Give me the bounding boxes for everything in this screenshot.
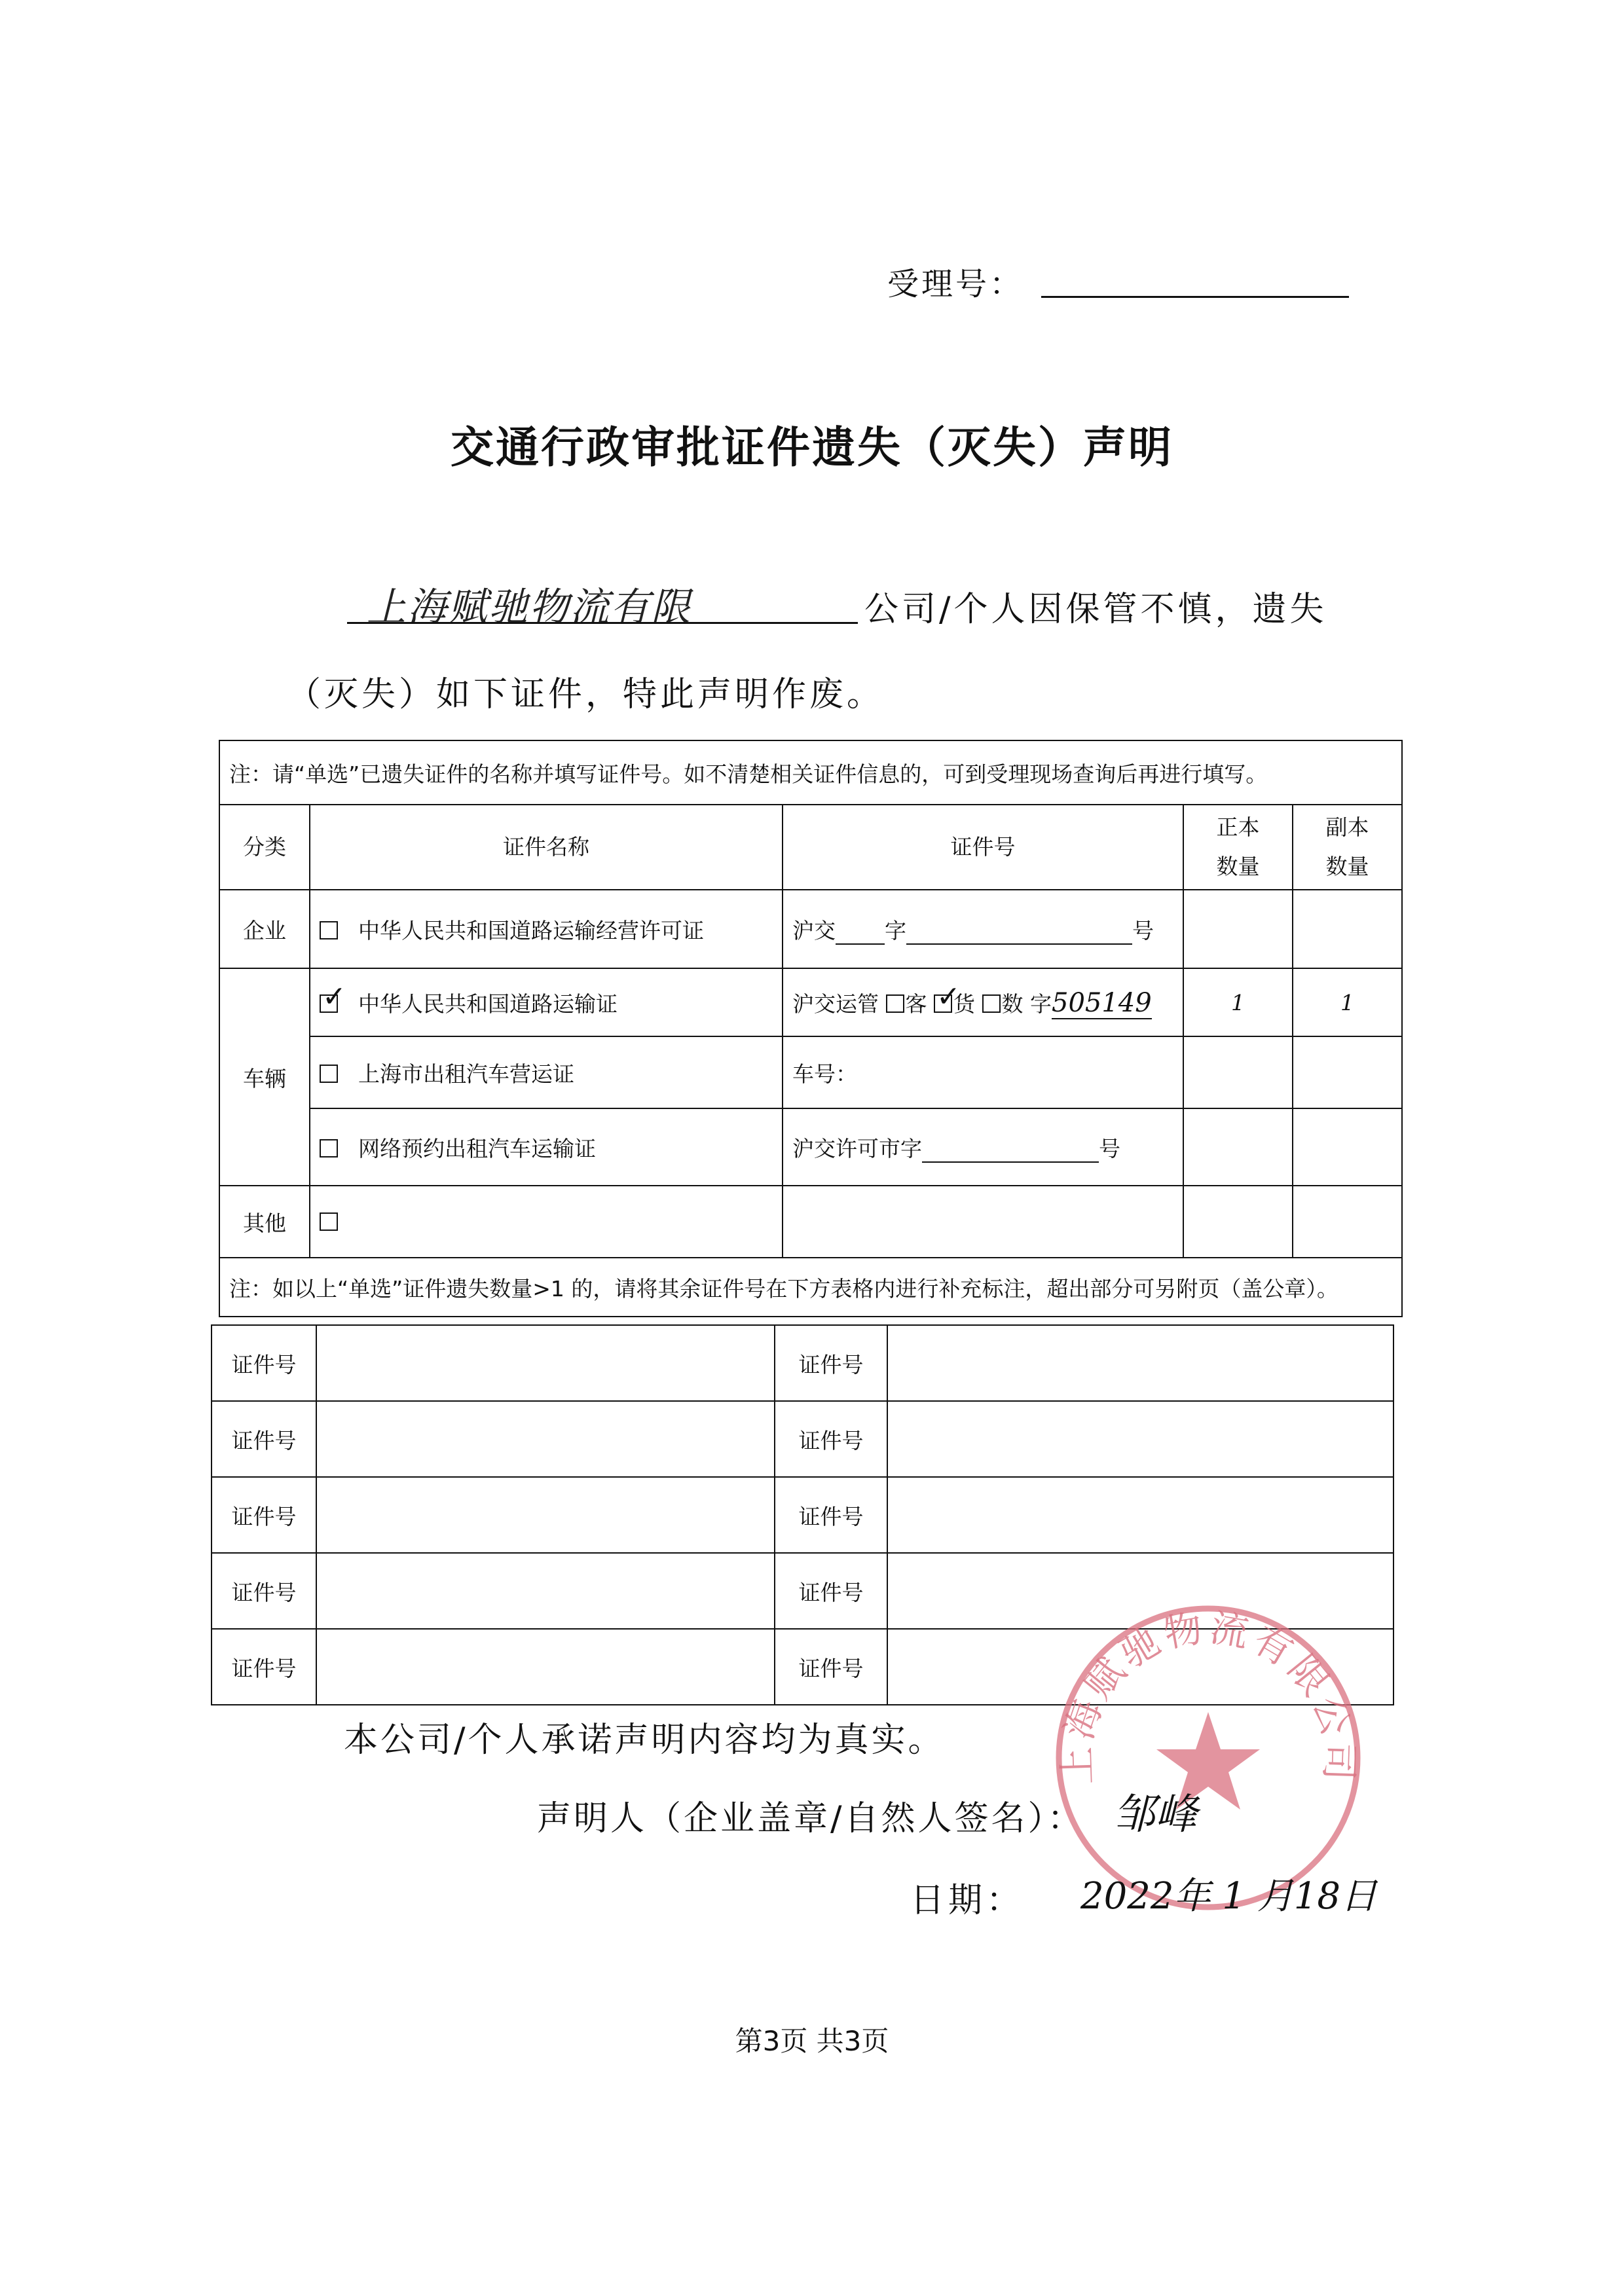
supplement-field[interactable] bbox=[316, 1629, 775, 1705]
other-number[interactable] bbox=[783, 1186, 1183, 1258]
checkbox-cargo[interactable] bbox=[934, 994, 952, 1013]
supplement-field[interactable] bbox=[316, 1401, 775, 1477]
company-name-field[interactable] bbox=[347, 622, 858, 624]
checkbox-vehicle-ridehail[interactable] bbox=[320, 1139, 338, 1157]
checkbox-vehicle-taxi[interactable] bbox=[320, 1065, 338, 1083]
other-copy-qty[interactable] bbox=[1293, 1186, 1402, 1258]
promise-text: 本公司/个人承诺声明内容均为真实。 bbox=[344, 1721, 945, 1760]
category-vehicle: 车辆 bbox=[219, 968, 310, 1186]
header-original-qty: 正本 数量 bbox=[1183, 805, 1293, 890]
enterprise-copy-qty[interactable] bbox=[1293, 890, 1402, 968]
vehicle-transport-original-qty[interactable]: 1 bbox=[1183, 968, 1293, 1036]
checkbox-number[interactable] bbox=[982, 994, 1001, 1013]
signature: 邹峰 bbox=[1113, 1791, 1197, 1839]
checkbox-other[interactable] bbox=[320, 1212, 338, 1231]
vehicle-taxi-original-qty[interactable] bbox=[1183, 1036, 1293, 1108]
supplement-field[interactable] bbox=[316, 1325, 775, 1401]
supplement-field[interactable] bbox=[316, 1477, 775, 1553]
checkbox-vehicle-transport[interactable] bbox=[320, 994, 338, 1013]
other-original-qty[interactable] bbox=[1183, 1186, 1293, 1258]
category-other: 其他 bbox=[219, 1186, 310, 1258]
supplement-label: 证件号 bbox=[212, 1477, 316, 1553]
declarer-label: 声明人（企业盖章/自然人签名）： bbox=[537, 1799, 1084, 1838]
declaration-line2: （灭失）如下证件，特此声明作废。 bbox=[287, 675, 885, 714]
vehicle-ridehail-option[interactable]: 网络预约出租汽车运输证 bbox=[310, 1108, 783, 1186]
supplement-label: 证件号 bbox=[775, 1325, 887, 1401]
vehicle-ridehail-copy-qty[interactable] bbox=[1293, 1108, 1402, 1186]
supplement-label: 证件号 bbox=[775, 1629, 887, 1705]
supplement-field[interactable] bbox=[887, 1477, 1393, 1553]
receipt-label: 受理号： bbox=[887, 266, 1024, 302]
certificate-table bbox=[219, 740, 1403, 1317]
header-name: 证件名称 bbox=[310, 805, 783, 890]
supplement-label: 证件号 bbox=[775, 1477, 887, 1553]
vehicle-ridehail-number[interactable]: 沪交许可市字 号 bbox=[783, 1108, 1183, 1186]
header-copy-qty: 副本 数量 bbox=[1293, 805, 1402, 890]
supplement-label: 证件号 bbox=[212, 1553, 316, 1629]
table-note-bottom: 注：如以上“单选”证件遗失数量>1 的，请将其余证件号在下方表格内进行补充标注，超出部分可另附页（盖公章）。 bbox=[219, 1258, 1402, 1317]
supplement-label: 证件号 bbox=[212, 1629, 316, 1705]
header-category: 分类 bbox=[219, 805, 310, 890]
enterprise-original-qty[interactable] bbox=[1183, 890, 1293, 968]
vehicle-taxi-option[interactable]: 上海市出租汽车营运证 bbox=[310, 1036, 783, 1108]
supplement-field[interactable] bbox=[887, 1325, 1393, 1401]
seal-text: 上海赋驰物流有限公司 bbox=[1054, 1605, 1362, 1785]
supplement-field[interactable] bbox=[887, 1401, 1393, 1477]
document-title: 交通行政审批证件遗失（灭失）声明 bbox=[451, 422, 1173, 473]
table-note-top: 注：请“单选”已遗失证件的名称并填写证件号。如不清楚相关证件信息的，可到受理现场查询后再进行填写。 bbox=[219, 740, 1402, 805]
vehicle-taxi-number[interactable]: 车号： bbox=[783, 1036, 1183, 1108]
enterprise-cert-number[interactable]: 沪交 字 号 bbox=[783, 890, 1183, 968]
supplement-field[interactable] bbox=[316, 1553, 775, 1629]
vehicle-taxi-copy-qty[interactable] bbox=[1293, 1036, 1402, 1108]
enterprise-cert-option[interactable]: 中华人民共和国道路运输经营许可证 bbox=[310, 890, 783, 968]
date-value: 2022年 1 月18日 bbox=[1080, 1875, 1378, 1918]
checkbox-enterprise[interactable] bbox=[320, 921, 338, 939]
supplement-label: 证件号 bbox=[212, 1401, 316, 1477]
declaration-line1: 公司/个人因保管不慎，遗失 bbox=[864, 590, 1327, 629]
vehicle-transport-number-value: 505149 bbox=[1052, 987, 1152, 1018]
vehicle-transport-number[interactable]: 沪交运管 客 ✓ 货 数 字505149 bbox=[783, 968, 1183, 1036]
supplement-label: 证件号 bbox=[775, 1401, 887, 1477]
supplement-label: 证件号 bbox=[775, 1553, 887, 1629]
category-enterprise: 企业 bbox=[219, 890, 310, 968]
receipt-field[interactable] bbox=[1041, 296, 1349, 298]
vehicle-ridehail-original-qty[interactable] bbox=[1183, 1108, 1293, 1186]
date-label: 日期： bbox=[910, 1881, 1025, 1920]
vehicle-transport-copy-qty[interactable]: 1 bbox=[1293, 968, 1402, 1036]
header-number: 证件号 bbox=[783, 805, 1183, 890]
checkbox-passenger[interactable] bbox=[886, 994, 904, 1013]
other-option[interactable] bbox=[310, 1186, 783, 1258]
company-name-handwritten: 上海赋驰物流有限 bbox=[367, 585, 692, 630]
vehicle-transport-option[interactable]: ✓ 中华人民共和国道路运输证 bbox=[310, 968, 783, 1036]
supplement-label: 证件号 bbox=[212, 1325, 316, 1401]
page-number: 第3页 共3页 bbox=[735, 2025, 889, 2057]
